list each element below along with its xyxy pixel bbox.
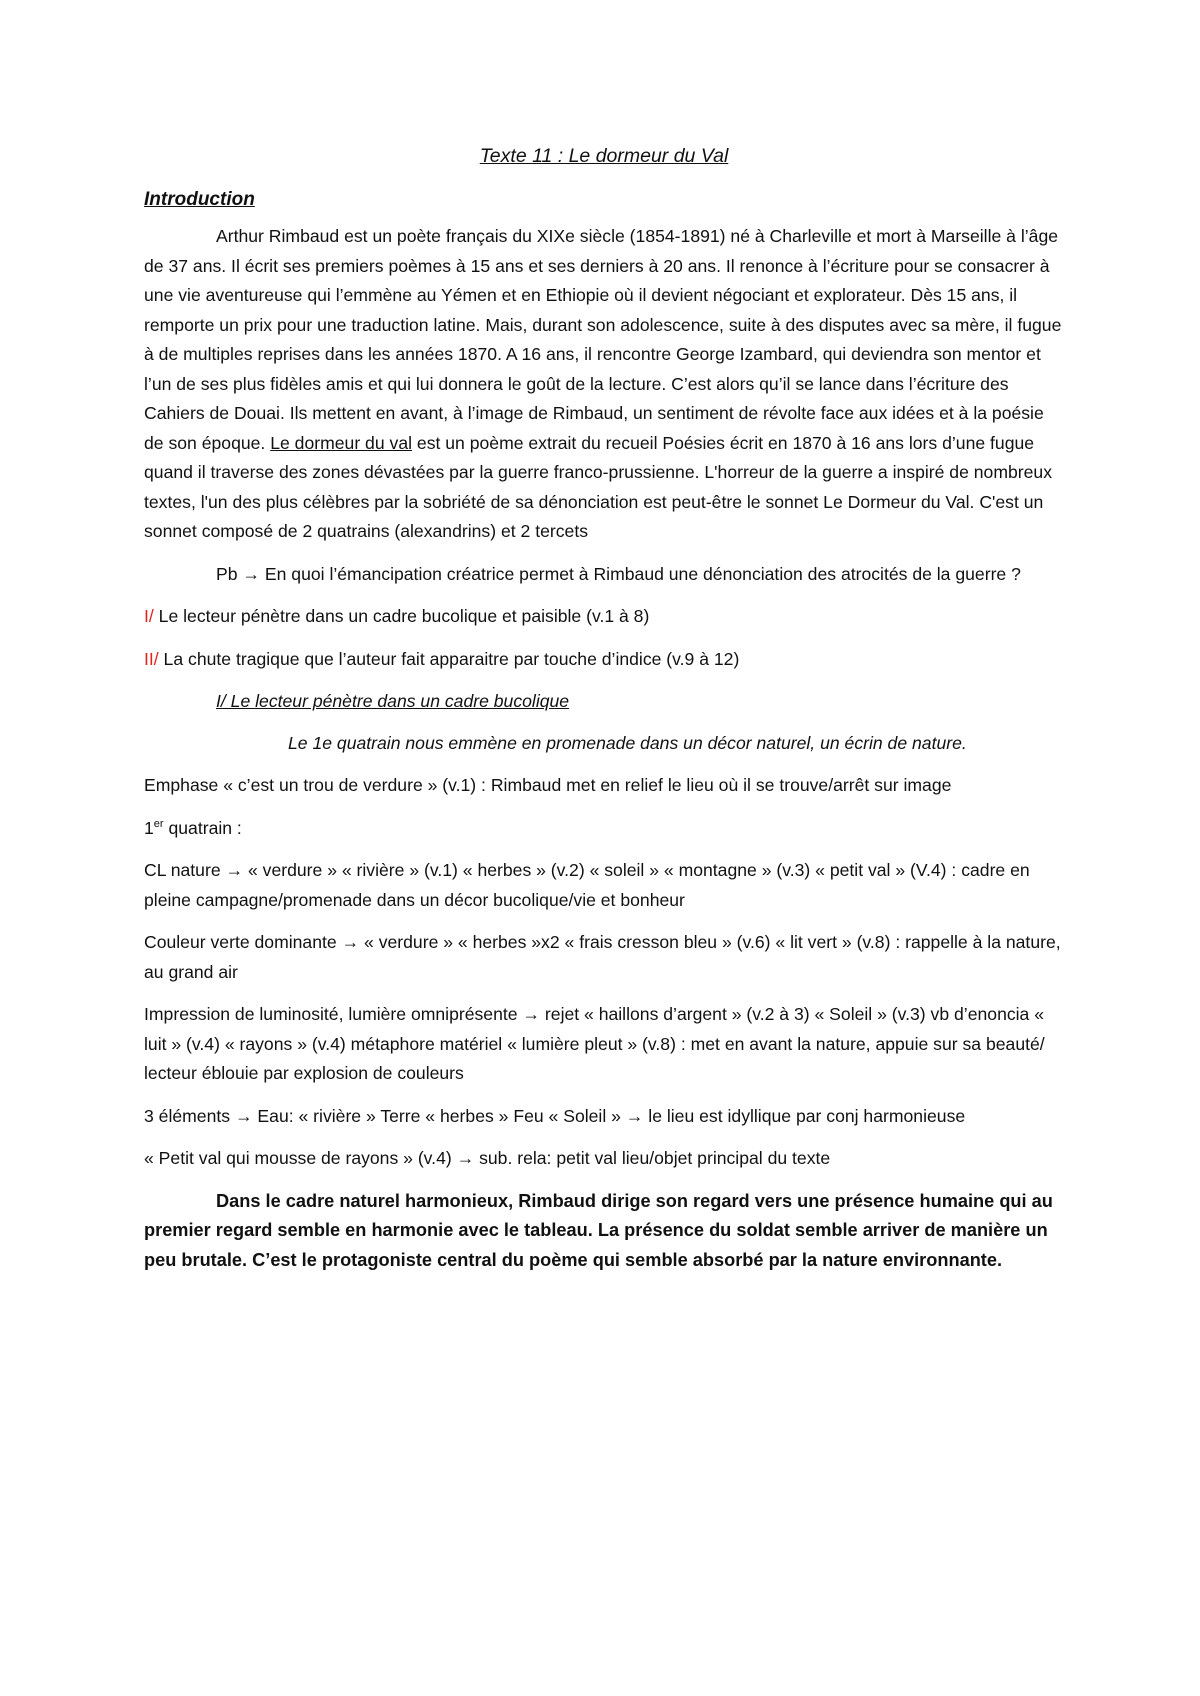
intro-text-part2: est un poème extrait du recueil Poésies écrit en 1870 à 16 ans lors d’une fugue quand il traverse des zones dévastées par la guerre franco-prussienne. L'horreur de la guerre a inspiré de nombreux textes, l'un des plus célèbres par la sobriété de sa dénonciation est peut-être le sonnet Le Dormeur du Val. C'est un sonnet composé de 2 quatrains (alexandrins) et 2 tercets xyxy=(144,432,1053,541)
emphase-paragraph: Emphase « c’est un trou de verdure » (v.1) : Rimbaud met en relief le lieu où il se trouve/arrêt sur image xyxy=(144,775,952,795)
transition-paragraph: Dans le cadre naturel harmonieux, Rimbaud dirige son regard vers une présence humaine qui au premier regard semble en harmonie avec le tableau. La présence du soldat semble arriver de manière un peu brutale. C’est le protagoniste central du poème qui semble absorbé par la nature environnante. xyxy=(144,1190,1053,1270)
analysis-item-light: Impression de luminosité, lumière omniprésente → rejet « haillons d’argent » (v.2 à 3) « Soleil » (v.3) vb d’enoncia « luit » (v.4) « rayons » (v.4) métaphore matériel « lumière pleut » (v.8) : met en avant la nature, appuie sur sa beauté/ lecteur éblouie par explosion de couleurs xyxy=(144,1004,1045,1083)
document-title: Texte 11 : Le dormeur du Val xyxy=(479,145,729,167)
plan-text-1: Le lecteur pénètre dans un cadre bucolique et paisible (v.1 à 8) xyxy=(153,606,650,626)
poem-title-underlined: Le dormeur du val xyxy=(270,432,413,453)
problematic-paragraph: Pb → En quoi l’émancipation créatrice permet à Rimbaud une dénonciation des atrocités de la guerre ? xyxy=(216,563,1021,584)
section-1-intro: Le 1e quatrain nous emmène en promenade dans un décor naturel, un écrin de nature. xyxy=(288,732,967,753)
plan-item-2 xyxy=(144,645,1064,675)
analysis-item-petit-val: « Petit val qui mousse de rayons » (v.4) → sub. rela: petit val lieu/objet principal du texte xyxy=(144,1148,831,1168)
analysis-item-green: Couleur verte dominante → « verdure » « herbes »x2 « frais cresson bleu » (v.6) « lit vert » (v.8) : rappelle à la nature, au grand air xyxy=(144,932,1061,982)
document-page xyxy=(144,140,1064,1288)
introduction-heading: Introduction xyxy=(144,189,255,210)
intro-text-part1: Arthur Rimbaud est un poète français du XIXe siècle (1854-1891) né à Charleville et mort à Marseille à l’âge de 37 ans. Il écrit ses premiers poèmes à 15 ans et ses derniers à 20 ans. Il renonce à l’écriture pour se consacrer à une vie aventureuse qui l’emmène au Yémen et en Ethiopie où il devient négociant et explorateur. Dès 15 ans, il remporte un prix pour une traduction latine. Mais, durant son adolescence, suite à des disputes avec sa mère, il fugue à de multiples reprises dans les années 1870. A 16 ans, il rencontre George Izambard, qui deviendra son mentor et l’un de ses plus fidèles amis et qui lui donnera le goût de la lecture. C’est alors qu’il se lance dans l’écriture des Cahiers de Douai. Ils mettent en avant, à l’image de Rimbaud, un sentiment de révolte face aux idées et à la poésie de son époque. xyxy=(144,226,1062,453)
quatrain-label-text: quatrain : xyxy=(163,817,242,838)
analysis-item-elements: 3 éléments → Eau: « rivière » Terre « herbes » Feu « Soleil » → le lieu est idyllique par conj harmonieuse xyxy=(144,1105,966,1126)
plan-number-1: I/ xyxy=(144,606,154,626)
section-1-title: I/ Le lecteur pénètre dans un cadre bucolique xyxy=(216,691,570,711)
plan-text-2: La chute tragique que l’auteur fait apparaitre par touche d’indice (v.9 à 12) xyxy=(158,648,740,669)
plan-item-1 xyxy=(144,602,1064,632)
quatrain-superscript: er xyxy=(153,817,164,830)
introduction-paragraph xyxy=(144,222,1064,547)
plan-number-2: II/ xyxy=(144,648,159,669)
quatrain-number: 1 xyxy=(144,817,154,838)
analysis-item-nature: CL nature → « verdure » « rivière » (v.1) « herbes » (v.2) « soleil » « montagne » (v.3) « petit val » (V.4) : cadre en pleine campagne/promenade dans un décor bucolique/vie et bonheur xyxy=(144,860,1030,910)
quatrain-label xyxy=(144,814,1064,844)
